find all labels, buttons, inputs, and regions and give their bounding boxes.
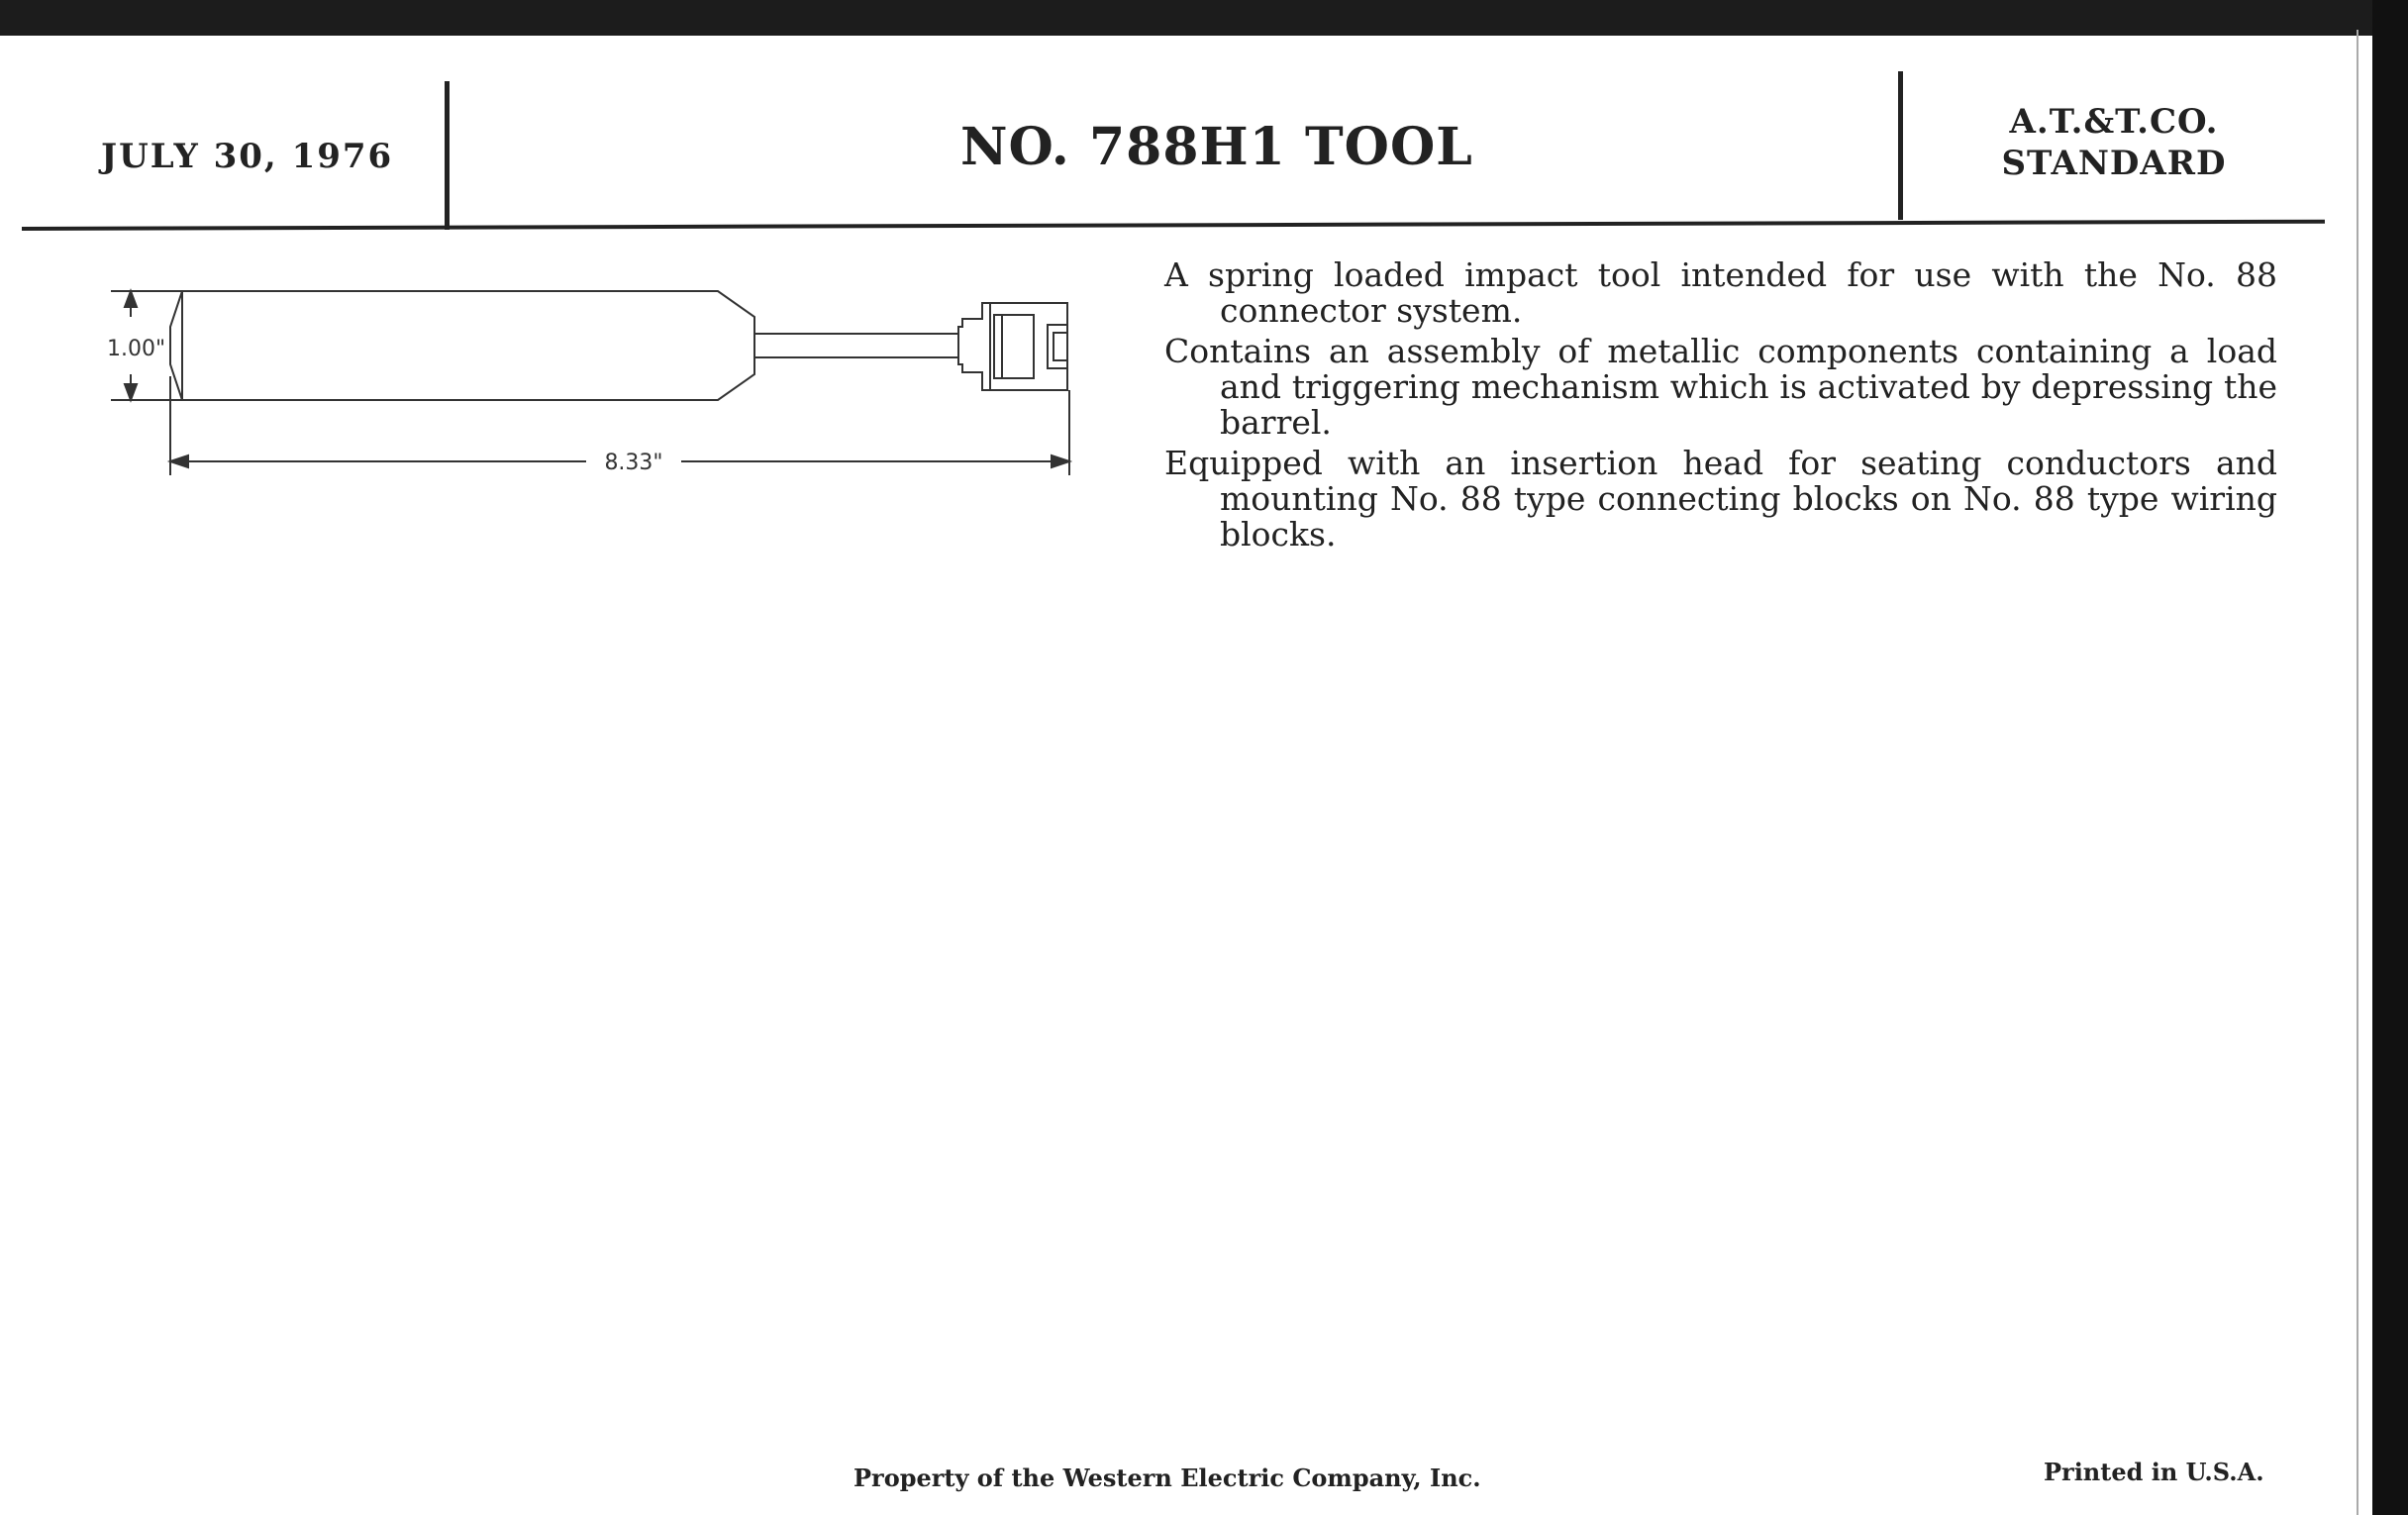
sheet-edge: [2357, 30, 2358, 1515]
diameter-arrow-top: [125, 291, 137, 307]
diameter-arrow-bottom: [125, 384, 137, 400]
tool-drawing: [99, 277, 1089, 495]
document-title: NO. 788H1 TOOL: [960, 117, 1473, 177]
description-paragraph-2: Contains an assembly of metallic components containing a load and triggering mechanism which is activated by depressing the barrel.: [1164, 332, 2277, 442]
header-divider-left: [445, 81, 450, 230]
description-paragraph-1: A spring loaded impact tool intended for use with the No. 88 connector system.: [1164, 255, 2277, 330]
description-paragraph-3: Equipped with an insertion head for seating conductors and mounting No. 88 type connecting blocks on No. 88 type wiring blocks.: [1164, 444, 2277, 554]
printed-notice: Printed in U.S.A.: [2044, 1458, 2264, 1486]
scan-right-border: [2372, 0, 2408, 1515]
length-arrow-left: [170, 455, 188, 467]
tool-head: [958, 303, 1067, 390]
standard-line-2: STANDARD: [2001, 144, 2227, 183]
head-slot: [1048, 325, 1067, 368]
property-notice: Property of the Western Electric Company, Inc.: [853, 1464, 1481, 1492]
standard-label: [1970, 101, 2258, 184]
tool-handle: [170, 291, 754, 400]
header-divider-right: [1898, 71, 1903, 220]
issue-date: JULY 30, 1976: [101, 137, 394, 176]
length-label: 8.33": [604, 451, 663, 475]
tool-description: [1164, 257, 2277, 557]
length-arrow-right: [1052, 455, 1069, 467]
diameter-label: 1.00": [107, 337, 166, 361]
head-inner: [994, 315, 1034, 378]
scan-top-border: [0, 0, 2408, 36]
standard-line-1: A.T.&T.CO.: [2009, 102, 2219, 142]
